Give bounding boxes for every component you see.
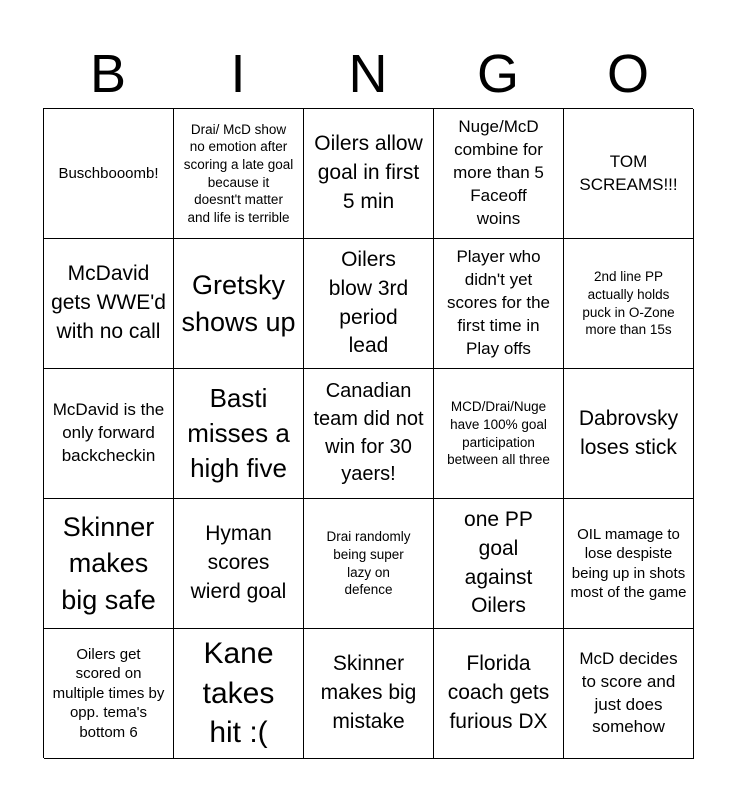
bingo-cell-text: McDavid is the only forward backcheckin — [52, 400, 165, 465]
bingo-cell[interactable] — [44, 499, 174, 629]
bingo-cell[interactable] — [304, 629, 434, 759]
bingo-cell[interactable] — [44, 629, 174, 759]
bingo-cell[interactable] — [44, 239, 174, 369]
bingo-cell-text: Oilers blow 3rd period lead — [328, 247, 409, 358]
bingo-cell-text: Florida coach gets furious DX — [447, 652, 550, 733]
bingo-cell[interactable] — [564, 499, 694, 629]
bingo-cell-text: TOM SCREAMS!!! — [579, 151, 678, 194]
bingo-cell[interactable] — [174, 499, 304, 629]
bingo-cell[interactable] — [304, 109, 434, 239]
bingo-cell[interactable] — [304, 499, 434, 629]
header-letter-i: I — [230, 44, 246, 104]
bingo-cell[interactable] — [174, 369, 304, 499]
bingo-cell-text: Nuge/McD combine for more than 5 Faceoff woins — [453, 117, 544, 228]
bingo-cell-text: Oilers get scored on multiple times by opp. tema's bottom 6 — [52, 645, 165, 741]
bingo-cell-text: McD decides to score and just does somehow — [579, 648, 678, 737]
bingo-cell-text: Basti misses a high five — [187, 382, 290, 484]
bingo-cell[interactable] — [304, 239, 434, 369]
header-letter-g: G — [476, 44, 519, 104]
bingo-cell[interactable] — [434, 369, 564, 499]
bingo-cell-text: Gretsky shows up — [181, 270, 296, 337]
bingo-cell[interactable] — [434, 629, 564, 759]
bingo-cell[interactable] — [564, 109, 694, 239]
bingo-cell[interactable] — [434, 499, 564, 629]
bingo-cell-text: Skinner makes big mistake — [320, 652, 417, 733]
bingo-card-grid — [43, 108, 693, 758]
bingo-cell[interactable] — [564, 629, 694, 759]
bingo-cell[interactable] — [304, 369, 434, 499]
header-letter-n: N — [348, 44, 388, 104]
bingo-cell[interactable] — [174, 109, 304, 239]
bingo-header — [43, 40, 693, 108]
bingo-cell-text: MCD/Drai/Nuge have 100% goal participation between all three — [447, 399, 550, 468]
bingo-cell-text: OIL mamage to lose despiste being up in shots most of the game — [570, 525, 687, 601]
bingo-cell-text: Hyman scores wierd goal — [190, 522, 287, 603]
bingo-cell-text: one PP goal against Oilers — [464, 507, 533, 618]
bingo-cell[interactable] — [44, 109, 174, 239]
bingo-cell[interactable] — [434, 239, 564, 369]
bingo-cell-text: Skinner makes big safe — [61, 511, 156, 615]
bingo-cell[interactable] — [174, 239, 304, 369]
bingo-cell-text: Drai/ McD show no emotion after scoring a late goal because it doesnt't matter and life is terrible — [183, 121, 294, 225]
bingo-cell-text: Canadian team did not win for 30 yaers! — [313, 380, 424, 486]
header-letter-o: O — [606, 44, 649, 104]
bingo-cell-text: Buschbooomb! — [58, 164, 159, 182]
bingo-cell-text: 2nd line PP actually holds puck in O-Zone more than 15s — [582, 269, 675, 338]
bingo-cell[interactable] — [564, 369, 694, 499]
bingo-cell-text: Kane takes hit :( — [202, 637, 275, 750]
bingo-cell[interactable] — [434, 109, 564, 239]
header-letter-b: B — [89, 44, 127, 104]
bingo-cell[interactable] — [174, 629, 304, 759]
bingo-cell-text: Oilers allow goal in first 5 min — [314, 132, 423, 213]
bingo-cell-text: McDavid gets WWE'd with no call — [51, 262, 166, 343]
bingo-cell-text: Dabrovsky loses stick — [578, 406, 679, 459]
bingo-cell-text: Drai randomly being super lazy on defence — [326, 529, 411, 598]
bingo-cell[interactable] — [44, 369, 174, 499]
bingo-cell[interactable] — [564, 239, 694, 369]
bingo-cell-text: Player who didn't yet scores for the first time in Play offs — [447, 247, 550, 358]
